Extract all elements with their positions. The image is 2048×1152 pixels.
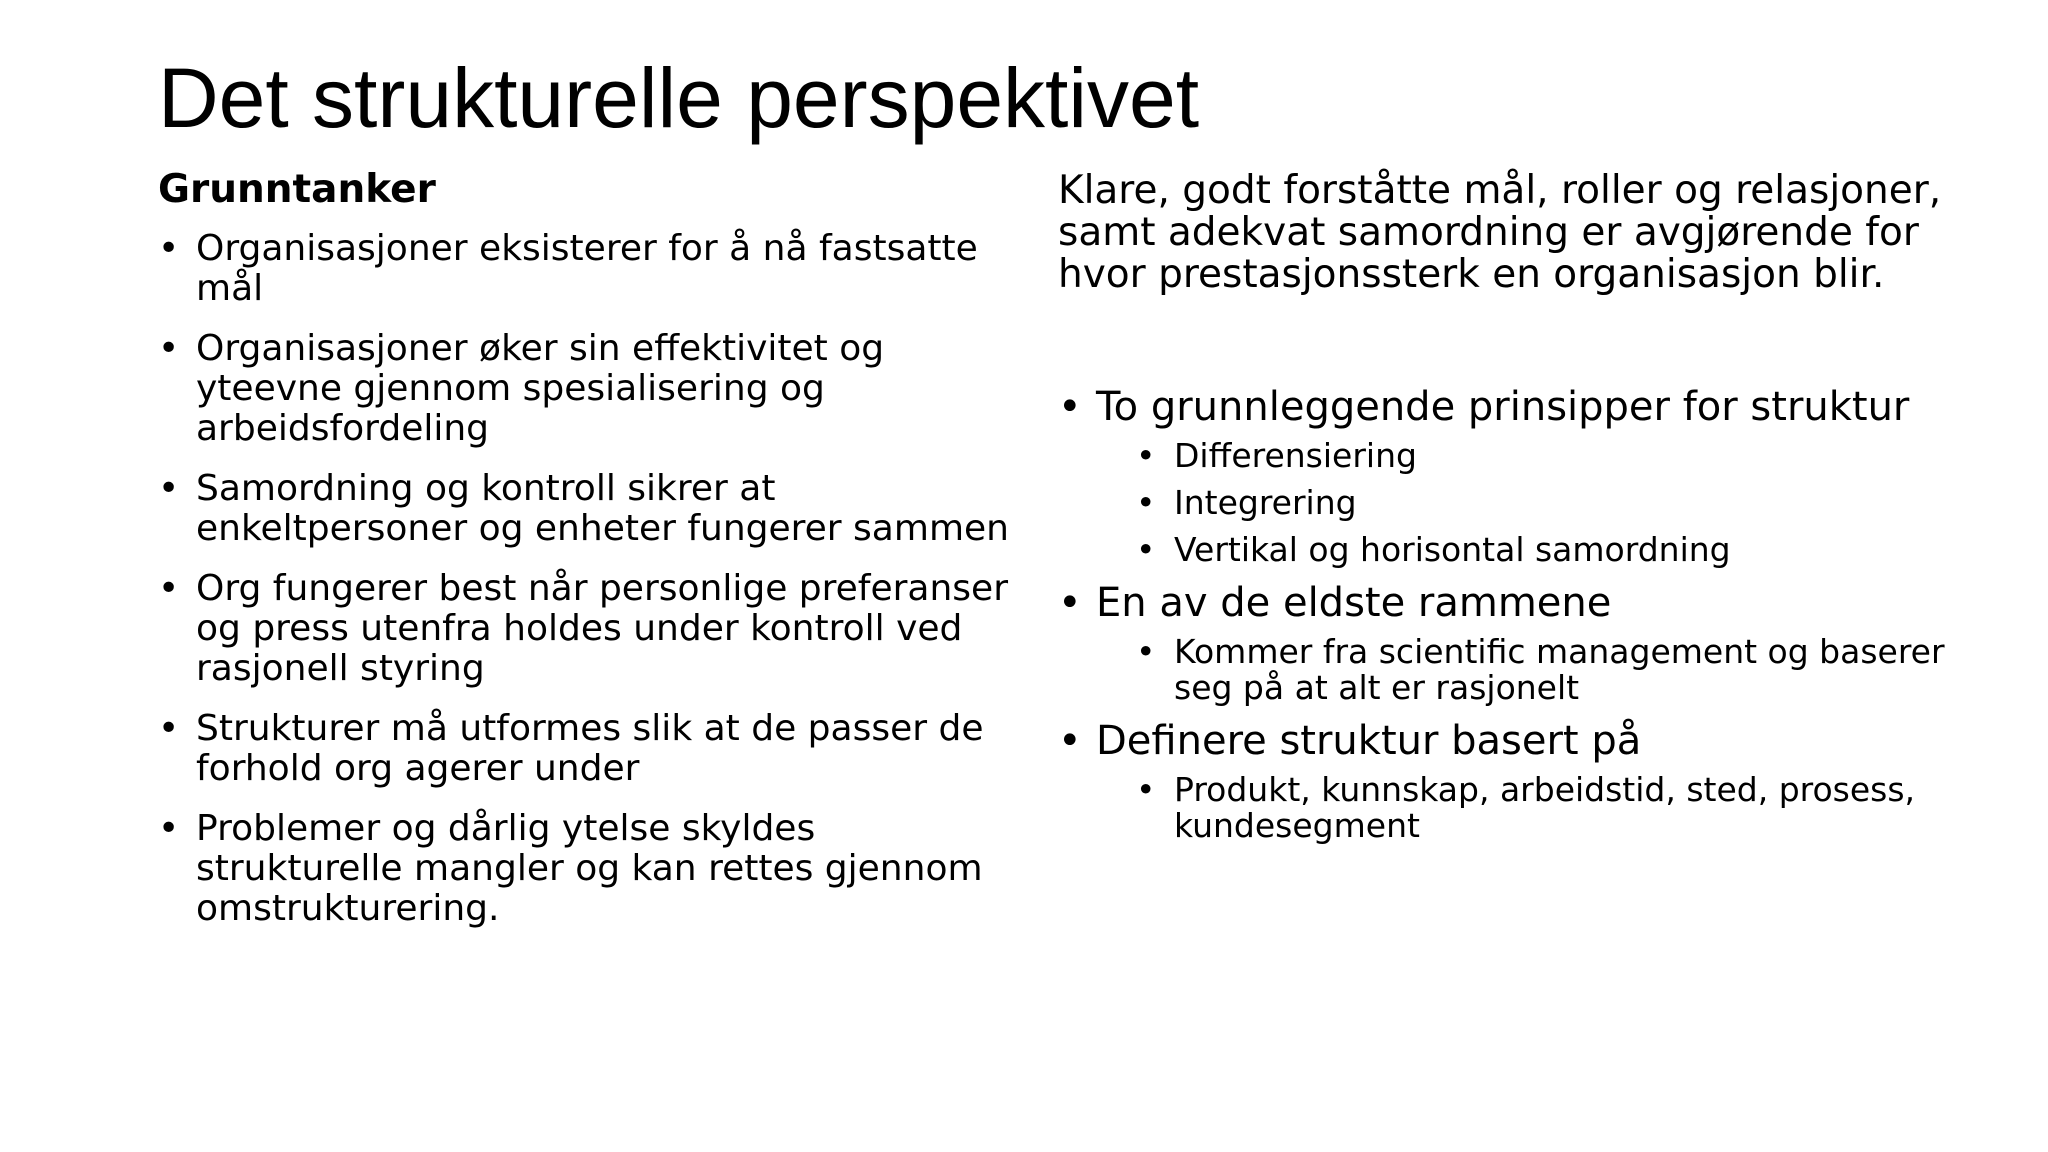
sub-bullet-text: Integrering — [1174, 483, 1357, 522]
sub-bullet-item — [1136, 634, 1958, 706]
left-column — [158, 167, 1018, 949]
bullet-dot: • — [158, 807, 180, 849]
bullet-item — [1058, 386, 1958, 568]
bullet-item — [158, 569, 1018, 689]
sub-bullet-list — [1136, 772, 1958, 844]
bullet-dot: • — [1136, 770, 1156, 809]
bullet-dot: • — [1136, 483, 1156, 522]
right-bullet-list — [1058, 386, 1958, 844]
sub-bullet-item — [1136, 532, 1958, 568]
bullet-text: Definere struktur basert på — [1096, 718, 1642, 764]
bullet-text: Problemer og dårlig ytelse skyldes strukturelle mangler og kan rettes gjennom omstrukturering. — [196, 807, 983, 929]
left-heading: Grunntanker — [158, 167, 436, 212]
sub-bullet-item — [1136, 438, 1958, 474]
bullet-text: En av de eldste rammene — [1096, 580, 1612, 626]
slide-title: Det strukturelle perspektivet — [158, 51, 1200, 145]
bullet-item — [158, 229, 1018, 309]
bullet-item — [158, 709, 1018, 789]
bullet-text: Samordning og kontroll sikrer at enkeltpersoner og enheter fungerer sammen — [196, 467, 1009, 549]
sub-bullet-list — [1136, 438, 1958, 568]
bullet-text: Organisasjoner eksisterer for å nå fastsatte mål — [196, 227, 978, 309]
sub-bullet-item — [1136, 772, 1958, 844]
bullet-item — [158, 469, 1018, 549]
bullet-dot: • — [158, 467, 180, 509]
sub-bullet-list — [1136, 634, 1958, 706]
bullet-dot: • — [1058, 384, 1082, 430]
bullet-item — [158, 809, 1018, 929]
bullet-item — [1058, 582, 1958, 706]
bullet-item — [158, 329, 1018, 449]
bullet-dot: • — [1136, 436, 1156, 475]
bullet-dot: • — [1136, 530, 1156, 569]
sub-bullet-text: Vertikal og horisontal samordning — [1174, 530, 1731, 569]
bullet-dot: • — [1058, 580, 1082, 626]
bullet-text: Organisasjoner øker sin effektivitet og yteevne gjennom spesialisering og arbeidsfordeling — [196, 327, 885, 449]
intro-paragraph: Klare, godt forståtte mål, roller og relasjoner, samt adekvat samordning er avgjørende for hvor prestasjonssterk en organisasjon blir. — [1058, 168, 1942, 297]
bullet-dot: • — [158, 327, 180, 369]
bullet-dot: • — [1058, 718, 1082, 764]
bullet-dot: • — [158, 567, 180, 609]
bullet-text: Strukturer må utformes slik at de passer de forhold org agerer under — [196, 707, 984, 789]
right-column — [1058, 170, 1958, 858]
bullet-dot: • — [158, 707, 180, 749]
sub-bullet-item — [1136, 485, 1958, 521]
sub-bullet-text: Kommer fra scientific management og baserer seg på at alt er rasjonelt — [1174, 632, 1945, 707]
bullet-item — [1058, 720, 1958, 844]
sub-bullet-text: Differensiering — [1174, 436, 1417, 475]
sub-bullet-text: Produkt, kunnskap, arbeidstid, sted, prosess, kundesegment — [1174, 770, 1916, 845]
bullet-dot: • — [158, 227, 180, 269]
bullet-text: To grunnleggende prinsipper for struktur — [1096, 384, 1910, 430]
bullet-dot: • — [1136, 632, 1156, 671]
bullet-text: Org fungerer best når personlige preferanser og press utenfra holdes under kontroll ved rasjonell styring — [196, 567, 1009, 689]
left-bullet-list — [158, 229, 1018, 929]
